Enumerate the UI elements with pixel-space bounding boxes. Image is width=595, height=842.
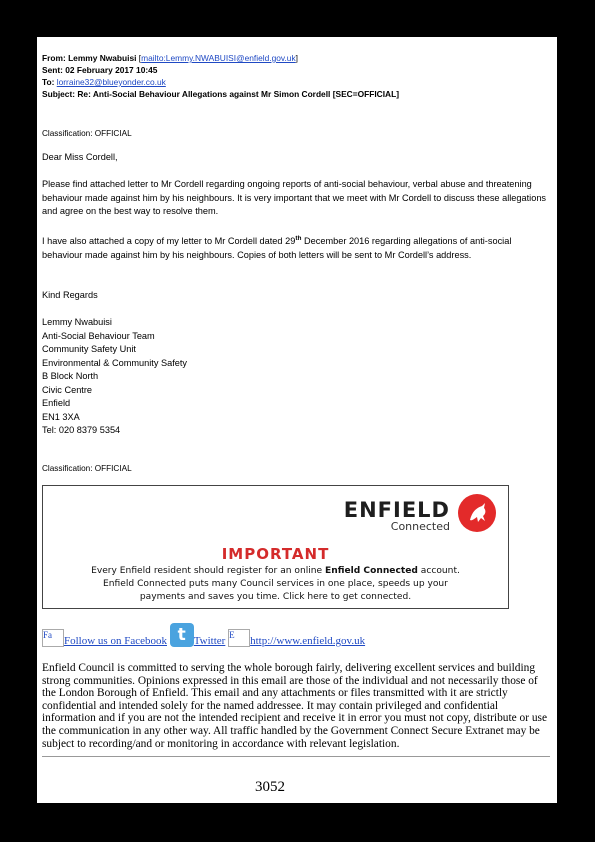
closing: Kind Regards: [42, 290, 98, 300]
classification-top: Classification: OFFICIAL: [42, 129, 132, 138]
banner-line-1: Every Enfield resident should register for an online Enfield Connected account.: [91, 566, 460, 576]
website-icon[interactable]: E: [228, 629, 250, 647]
signature-block: Lemmy Nwabuisi Anti-Social Behaviour Team Community Safety Unit Environmental & Community Safety B Block North Civic Centre Enfield EN1 3XA Tel: 020 8379 5354: [42, 317, 188, 435]
classification-bottom: Classification: OFFICIAL: [42, 464, 132, 473]
twitter-icon[interactable]: t: [170, 623, 194, 647]
from-email-link[interactable]: mailto:Lemmy.NWABUISI@enfield.gov.uk: [141, 53, 296, 63]
paragraph-1: Please find attached letter to Mr Cordell regarding ongoing reports of anti-social behaviour, verbal abuse and threatening behaviour made against him by his neighbours. It is very important that we meet with Mr Cordell to discuss these allegations and agree on the best way to resolve them.: [42, 179, 547, 216]
website-link[interactable]: http://www.enfield.gov.uk: [250, 635, 366, 647]
document-page: [37, 37, 557, 803]
to-line: To: lorraine32@blueyonder.co.uk: [42, 77, 166, 87]
enfield-logo: ENFIELD Connected: [343, 498, 450, 533]
page-number: 3052: [255, 779, 285, 795]
sent-line: Sent: 02 February 2017 10:45: [42, 65, 158, 75]
to-email-link[interactable]: lorraine32@blueyonder.co.uk: [56, 77, 166, 87]
disclaimer: Enfield Council is committed to serving the whole borough fairly, delivering excellent services and building strong communities. Opinions expressed in this email are those of the individual and not necessarily those of the London Borough of Enfield. This email and any attachments or files transmitted with it are strictly confidential and intended solely for the named addressee. It may contain privileged and confidential information and if you are not the intended recipient and receive it in error you must not copy, distribute or use the communication in any other way. All traffic handled by the Government Connect Secure Extranet may be subject to recording/and or monitoring in accordance with relevant legislation.: [42, 662, 550, 757]
facebook-link[interactable]: Follow us on Facebook: [64, 635, 167, 647]
banner-line-3: payments and saves you time. Click here to get connected.: [139, 592, 412, 602]
banner-line-2: Enfield Connected puts many Council services in one place, speeds up your: [103, 579, 448, 589]
from-line: From: Lemmy Nwabuisi [mailto:Lemmy.NWABUISI@enfield.gov.uk]: [42, 53, 298, 63]
paragraph-2: I have also attached a copy of my letter to Mr Cordell dated 29th December 2016 regarding allegations of anti-social behaviour made against him by his neighbours. Copies of both letters will be sent to Mr Cordell’s address.: [42, 235, 512, 260]
subject-line: Subject: Re: Anti-Social Behaviour Allegations against Mr Simon Cordell [SEC=OFFICIAL]: [42, 89, 399, 99]
important-heading: IMPORTANT: [221, 545, 330, 563]
email-header: [42, 52, 399, 100]
greeting: Dear Miss Cordell,: [42, 152, 118, 162]
enfield-connected-banner[interactable]: [42, 485, 509, 609]
social-links: [42, 623, 365, 647]
twitter-link[interactable]: Twitter: [193, 635, 226, 647]
facebook-icon[interactable]: Fa: [42, 629, 64, 647]
dragon-emblem-icon: [458, 494, 496, 532]
